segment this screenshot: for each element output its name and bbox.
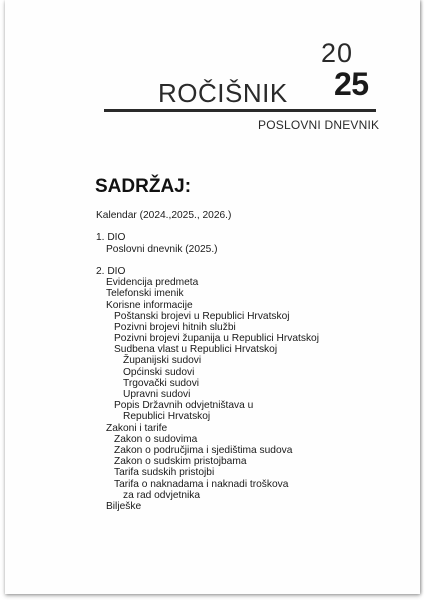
toc-entry: Tarifa o naknadama i naknadi troškova (114, 478, 289, 490)
contents-heading: SADRŽAJ: (95, 176, 192, 197)
table-of-contents (96, 210, 396, 512)
header-rule (104, 109, 376, 112)
toc-entry: Pozivni brojevi županija u Republici Hrvatskoj (114, 333, 319, 345)
toc-spacer (96, 221, 396, 232)
brand-title: ROČIŠNIK (158, 78, 288, 108)
toc-entry: Republici Hrvatskoj (123, 411, 211, 423)
toc-entry: Zakon o područjima i sjedištima sudova (114, 444, 293, 456)
toc-entry: Korisne informacije (106, 299, 193, 311)
toc-entry: Popis Državnih odvjetništava u (114, 400, 254, 412)
toc-entry: Zakon o sudskim pristojbama (114, 456, 247, 468)
toc-spacer (96, 255, 396, 266)
toc-entry: Pozivni brojevi hitnih službi (114, 321, 236, 333)
toc-entry: Zakoni i tarife (106, 422, 168, 434)
toc-entry: Općinski sudovi (123, 366, 195, 378)
toc-entry: Poslovni dnevnik (2025.) (106, 243, 218, 255)
toc-entry: Trgovački sudovi (123, 377, 200, 389)
toc-entry: Kalendar (2024.,2025., 2026.) (96, 210, 232, 221)
toc-entry: Poštanski brojevi u Republici Hrvatskoj (114, 310, 290, 322)
header-subtitle: POSLOVNI DNEVNIK (258, 118, 380, 132)
toc-entry: Telefonski imenik (106, 288, 184, 300)
year-top-digits: 20 (321, 38, 354, 68)
toc-entry: 1. DIO (96, 232, 126, 244)
toc-entry: za rad odvjetnika (123, 489, 201, 501)
toc-entry: 2. DIO (96, 265, 126, 277)
year-bottom-digits: 25 (334, 66, 369, 102)
toc-entry: Bilješke (106, 500, 142, 512)
toc-entry: Sudbena vlast u Republici Hrvatskoj (114, 344, 278, 356)
toc-entry: Zakon o sudovima (114, 433, 198, 445)
toc-entry: Evidencija predmeta (106, 277, 199, 289)
toc-entry: Tarifa sudskih pristojbi (114, 467, 215, 479)
toc-entry: Županijski sudovi (123, 355, 202, 367)
toc-entry: Upravni sudovi (123, 389, 191, 400)
